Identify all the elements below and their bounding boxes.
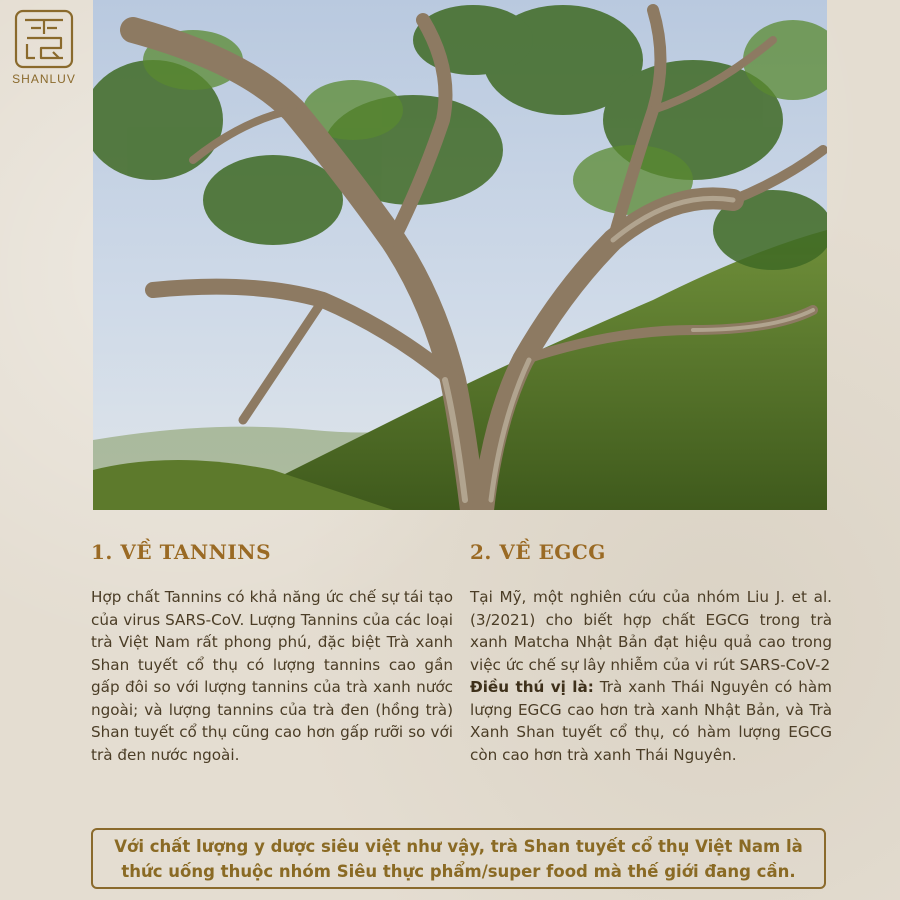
tea-tree-logo-icon <box>13 8 75 70</box>
highlight-text: Trà xanh Thái Nguyên có hàm lượng EGCG cao hơn trà xanh Nhật Bản, và Trà Xanh Shan tuyết cổ thụ, có hàm lượng EGCG còn cao hơn trà xanh Thái Nguyên. <box>470 678 832 764</box>
conclusion-callout <box>91 828 826 889</box>
section-body: Hợp chất Tannins có khả năng ức chế sự tái tạo của virus SARS-CoV. Lượng Tannins của các loại trà Việt Nam rất phong phú, đặc biệt Trà xanh Shan tuyết cổ thụ có lượng tannins cao gần gấp đôi so với lượng tannins của trà xanh nước ngoài; và lượng tannins của trà đen (hồng trà) Shan tuyết cổ thụ cũng cao hơn gấp rưỡi so với trà đen nước ngoài. <box>91 588 453 764</box>
section-title: 2. VỀ EGCG <box>470 540 606 564</box>
section-body-text: Tại Mỹ, một nghiên cứu của nhóm Liu J. et al. (3/2021) cho biết hợp chất EGCG trong trà xanh Matcha Nhật Bản đạt hiệu quả cao trong việc ức chế sự lây nhiễm của vi rút SARS-CoV-2 <box>470 588 832 674</box>
brand-name: SHANLUV <box>12 72 76 86</box>
brand-logo <box>8 8 80 86</box>
conclusion-text: Với chất lượng y dược siêu việt như vậy, trà Shan tuyết cổ thụ Việt Nam là thức uống thuộc nhóm Siêu thực phẩm/super food mà thế giới đang cần. <box>114 836 803 881</box>
section-body <box>470 586 832 766</box>
highlight-label: Điều thú vị là: <box>470 678 594 696</box>
section-title: 1. VỀ TANNINS <box>91 540 272 564</box>
ancient-tea-tree-photo <box>93 0 827 510</box>
section-egcg <box>470 540 832 766</box>
section-tannins <box>91 540 453 766</box>
